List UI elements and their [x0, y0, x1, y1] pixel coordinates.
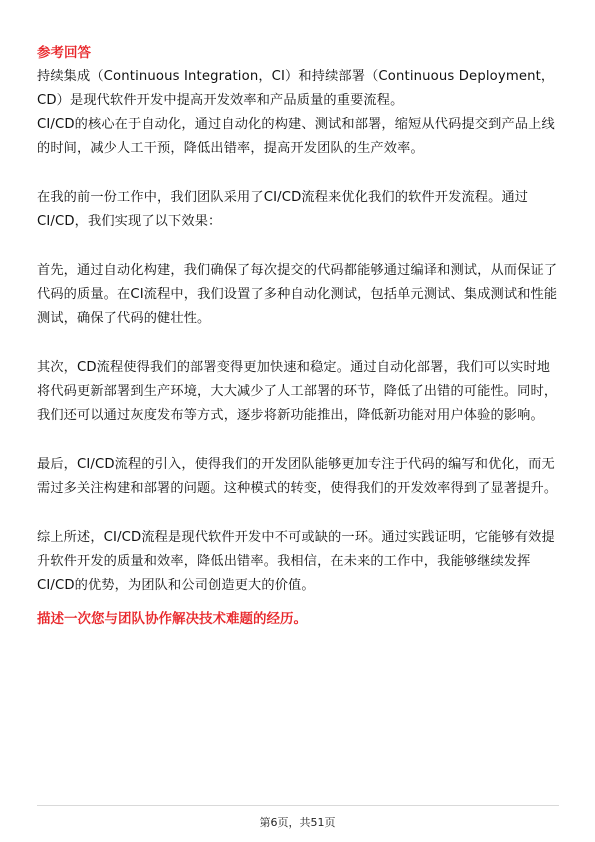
page-content: [37, 41, 559, 631]
footer-divider: [37, 805, 559, 806]
page-number-footer: 第6页，共51页: [259, 816, 336, 829]
body-paragraph-experience: 在我的前一份工作中，我们团队采用了CI/CD流程来优化我们的软件开发流程。通过CI/CD，我们实现了以下效果：: [37, 190, 529, 229]
body-paragraph-second: 其次，CD流程使得我们的部署变得更加快速和稳定。通过自动化部署，我们可以实时地将代码更新部署到生产环境，大大减少了人工部署的环节，降低了出错的可能性。同时，我们还可以通过灰度发布等方式，逐步将新功能推出，降低新功能对用户体验的影响。: [37, 360, 558, 423]
next-question-heading: 描述一次您与团队协作解决技术难题的经历。: [37, 611, 307, 627]
body-paragraph-summary: 综上所述，CI/CD流程是现代软件开发中不可或缺的一环。通过实践证明，它能够有效提升软件开发的质量和效率，降低出错率。我相信，在未来的工作中，我能够继续发挥CI/CD的优势，为团队和公司创造更大的价值。: [37, 530, 555, 593]
body-paragraph-first: 首先，通过自动化构建，我们确保了每次提交的代码都能够通过编译和测试，从而保证了代码的质量。在CI流程中，我们设置了多种自动化测试，包括单元测试、集成测试和性能测试，确保了代码的健壮性。: [37, 263, 558, 326]
intro-paragraph-1: 持续集成（Continuous Integration，CI）和持续部署（Continuous Deployment，CD）是现代软件开发中提高开发效率和产品质量的重要流程。: [37, 69, 555, 108]
intro-paragraph-2: CI/CD的核心在于自动化，通过自动化的构建、测试和部署，缩短从代码提交到产品上线的时间，减少人工干预，降低出错率，提高开发团队的生产效率。: [37, 117, 555, 156]
reference-answer-heading: 参考回答: [37, 45, 91, 61]
body-paragraph-last: 最后，CI/CD流程的引入，使得我们的开发团队能够更加专注于代码的编写和优化，而无需过多关注构建和部署的问题。这种模式的转变，使得我们的开发效率得到了显著提升。: [37, 457, 558, 496]
